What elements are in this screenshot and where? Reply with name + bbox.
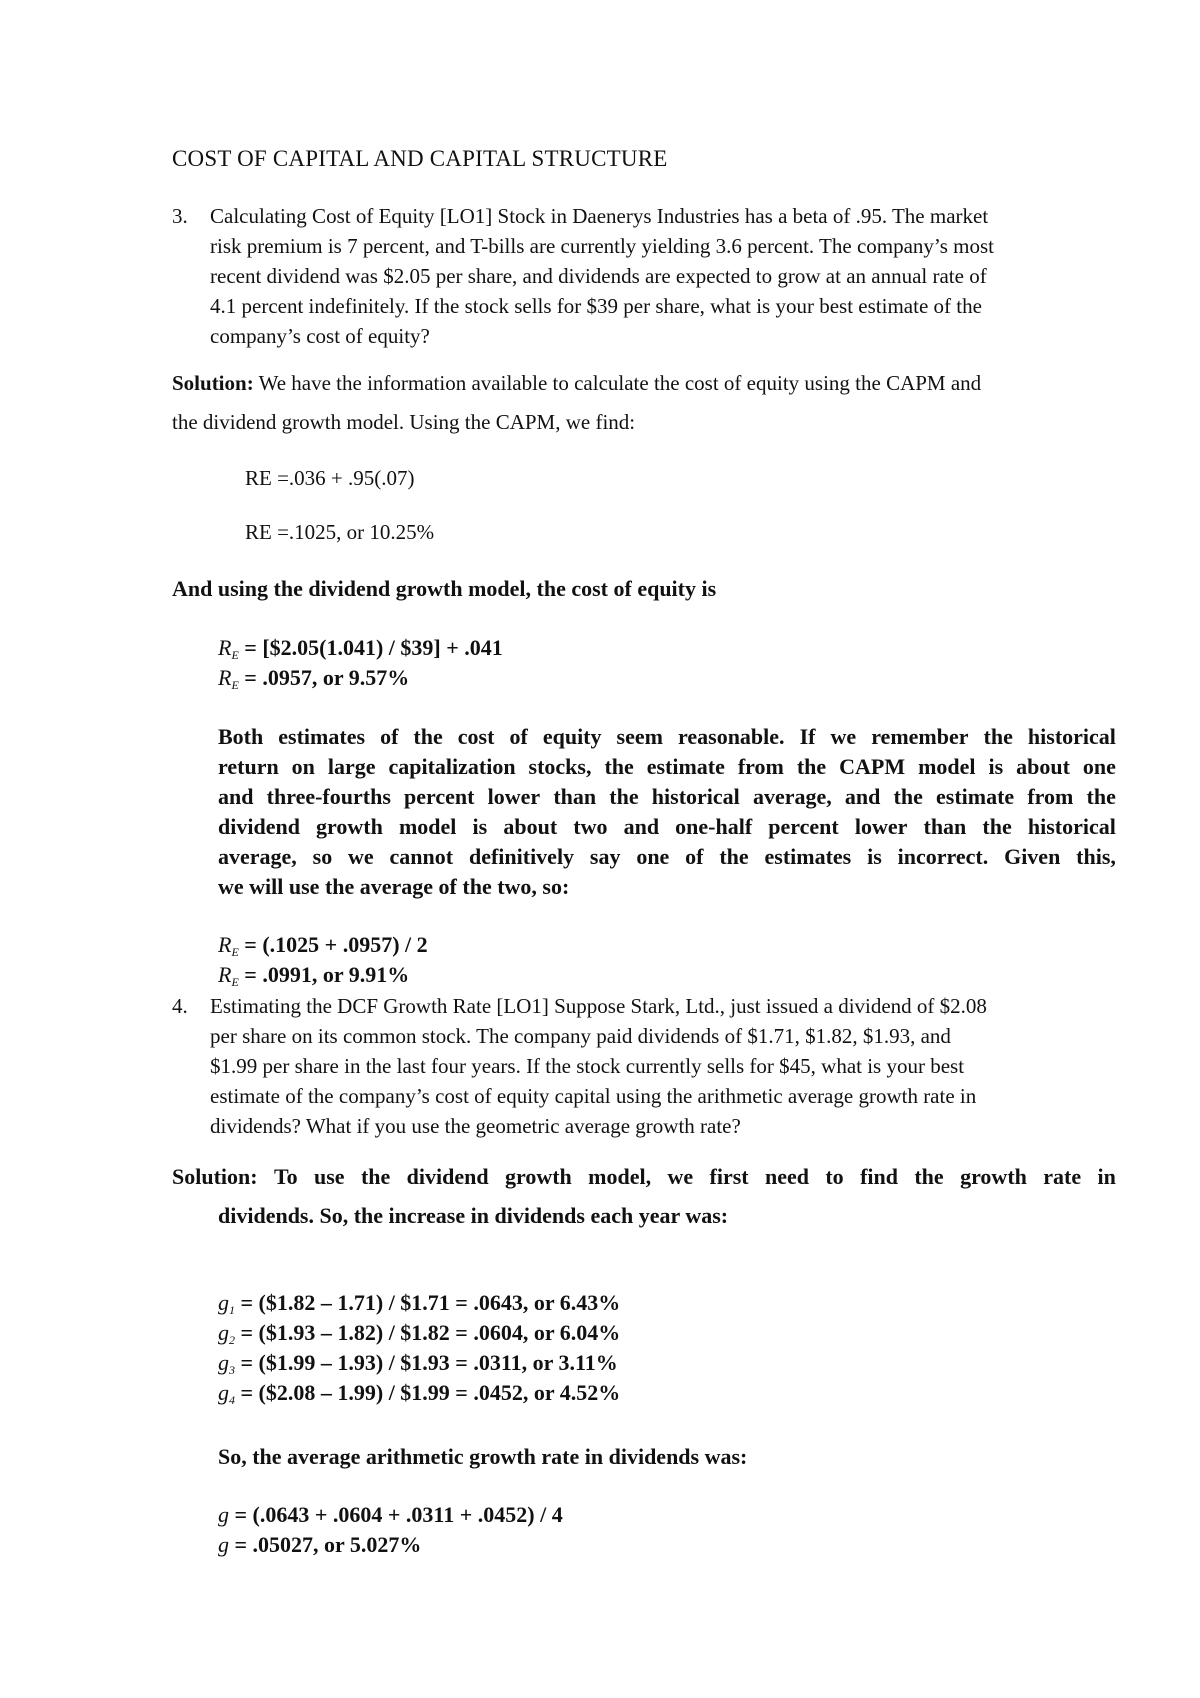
- paragraph-line: [218, 812, 1116, 842]
- word: we: [830, 724, 857, 749]
- word: cannot: [389, 844, 454, 869]
- word: incorrect.: [897, 844, 989, 869]
- word: the: [982, 814, 1012, 839]
- word: percent: [768, 814, 839, 839]
- word: two: [573, 814, 608, 839]
- word: historical: [1027, 724, 1116, 749]
- word: estimates: [764, 844, 852, 869]
- word: growth: [504, 1164, 572, 1189]
- word: first: [709, 1164, 749, 1189]
- word: model: [918, 754, 976, 779]
- word: the: [914, 1164, 944, 1189]
- question-4-line: per share on its common stock. The company paid dividends of $1.71, $1.82, $1.93, and: [210, 1024, 951, 1048]
- question-3-line: company’s cost of equity?: [210, 324, 430, 348]
- average-equation-2: $R_E = .0991$, or 9.91%: [218, 962, 410, 989]
- word: the: [360, 1164, 391, 1189]
- word: stocks,: [528, 754, 592, 779]
- question-3-line: 4.1 percent indefinitely. If the stock sells for $39 per share, what is your best estimate of the: [210, 294, 982, 318]
- document-title: COST OF CAPITAL AND CAPITAL STRUCTURE: [172, 146, 668, 171]
- word: historical: [1027, 814, 1116, 839]
- dgm-equation-1: $R_E$ = [$2.05(1.041) / $39] + .041: [218, 635, 503, 662]
- word: on: [291, 754, 315, 779]
- question-4-line: estimate of the company’s cost of equity capital using the arithmetic average growth rate in: [210, 1084, 977, 1108]
- word: about: [1016, 754, 1070, 779]
- solution-label: Solution:: [172, 371, 254, 395]
- question-3-line: recent dividend was $2.05 per share, and dividends are expected to grow at an annual rate of: [210, 264, 987, 288]
- dgm-equation-2: $R_E = .0957$, or 9.57%: [218, 665, 410, 692]
- word: is: [472, 814, 488, 839]
- word: the: [796, 754, 827, 779]
- word: of: [509, 724, 528, 749]
- word: average,: [752, 784, 832, 809]
- growth-rate-row: $g_1$ = ($1.82 – 1.71) / $1.71 = .0643, or 6.43%: [218, 1290, 621, 1317]
- word: the: [1086, 784, 1116, 809]
- paragraph-line: [218, 782, 1116, 812]
- word: Both: [218, 724, 264, 749]
- word: about: [503, 814, 558, 839]
- word: equity: [542, 724, 602, 749]
- word: cost: [457, 724, 495, 749]
- word: estimates: [278, 724, 366, 749]
- word: rate: [1043, 1164, 1082, 1189]
- growth-rate-row: $g_3$ = ($1.99 – 1.93) / $1.93 = .0311, or 3.11%: [218, 1350, 618, 1377]
- average-equation-1: $R_E = (.1025 + .0957) / 2$: [218, 932, 428, 959]
- word: Given: [1004, 844, 1061, 869]
- question-3-number: 3.: [172, 204, 188, 228]
- growth-rate-row: $g_4$ = ($2.08 – 1.99) / $1.99 = .0452, or 4.52%: [218, 1380, 621, 1407]
- word: and: [623, 814, 660, 839]
- question-4-line: Estimating the DCF Growth Rate [LO1] Suppose Stark, Ltd., just issued a dividend of $2.08: [210, 994, 987, 1018]
- word: capitalization: [388, 754, 516, 779]
- growth-rate-list: [218, 1288, 620, 1408]
- word: estimate: [646, 754, 725, 779]
- dgm-heading: And using the dividend growth model, the cost of equity is: [172, 576, 717, 601]
- word: percent: [404, 784, 475, 809]
- word: use: [314, 1164, 345, 1189]
- word: we: [348, 844, 374, 869]
- word: three-fourths: [266, 784, 391, 809]
- word: If: [799, 724, 816, 749]
- growth-rate-row: $g_2$ = ($1.93 – 1.82) / $1.82 = .0604, or 6.04%: [218, 1320, 621, 1347]
- word: Solution:: [172, 1164, 258, 1189]
- word: model,: [588, 1164, 652, 1189]
- word: find: [860, 1164, 898, 1189]
- word: than: [923, 814, 967, 839]
- question-3-line: risk premium is 7 percent, and T-bills are currently yielding 3.6 percent. The company’s most: [210, 234, 995, 258]
- solution-4-line-2: dividends. So, the increase in dividends each year was:: [218, 1203, 729, 1228]
- word: definitively: [468, 844, 575, 869]
- word: so: [312, 844, 333, 869]
- word: and: [218, 784, 254, 809]
- solution-text: We have the information available to calculate the cost of equity using the CAPM and: [253, 371, 982, 395]
- word: To: [273, 1164, 298, 1189]
- word: the: [609, 784, 639, 809]
- capm-equation-2: RE =.1025, or 10.25%: [245, 520, 435, 544]
- solution-3-line-1: [172, 371, 981, 396]
- word: the: [983, 724, 1013, 749]
- word: say: [589, 844, 621, 869]
- word: model: [398, 814, 457, 839]
- word: from: [1027, 784, 1074, 809]
- word: this,: [1076, 844, 1116, 869]
- word: dividend: [218, 814, 300, 839]
- word: CAPM: [839, 754, 906, 779]
- question-3-text: [210, 201, 994, 351]
- paragraph-line: [218, 842, 1116, 872]
- paragraph-line: we will use the average of the two, so:: [218, 874, 570, 899]
- arithmetic-average-equation-2: g = .05027, or 5.027%: [218, 1532, 422, 1557]
- word: in: [1097, 1164, 1116, 1189]
- word: and: [844, 784, 881, 809]
- word: the: [413, 724, 443, 749]
- word: one: [636, 844, 670, 869]
- paragraph-line: [218, 722, 1116, 752]
- word: the: [719, 844, 749, 869]
- word: need: [764, 1164, 809, 1189]
- word: we: [667, 1164, 694, 1189]
- arithmetic-average-equation-1: g = (.0643 + .0604 + .0311 + .0452) / 4: [218, 1502, 563, 1527]
- word: of: [685, 844, 704, 869]
- word: the: [893, 784, 923, 809]
- arithmetic-average-heading: So, the average arithmetic growth rate in dividends was:: [218, 1444, 748, 1469]
- question-4-text: [210, 991, 987, 1141]
- word: lower: [487, 784, 541, 809]
- word: is: [988, 754, 1004, 779]
- word: to: [825, 1164, 844, 1189]
- word: growth: [960, 1164, 1027, 1189]
- word: than: [553, 784, 597, 809]
- word: one: [1082, 754, 1116, 779]
- word: from: [737, 754, 784, 779]
- question-4-line: dividends? What if you use the geometric average growth rate?: [210, 1114, 741, 1138]
- word: reasonable.: [678, 724, 785, 749]
- word: historical: [651, 784, 740, 809]
- word: dividend: [406, 1164, 489, 1189]
- question-4-number: 4.: [172, 994, 188, 1018]
- word: large: [327, 754, 376, 779]
- word: the: [604, 754, 634, 779]
- capm-equation-1: RE =.036 + .95(.07): [245, 466, 415, 490]
- word: average,: [218, 844, 297, 869]
- word: one-half: [675, 814, 753, 839]
- solution-4-line-1: [172, 1162, 1116, 1192]
- word: growth: [316, 814, 383, 839]
- word: lower: [854, 814, 908, 839]
- word: return: [218, 754, 279, 779]
- word: of: [380, 724, 399, 749]
- word: is: [867, 844, 882, 869]
- word: remember: [871, 724, 969, 749]
- question-3-line: Calculating Cost of Equity [LO1] Stock in Daenerys Industries has a beta of .95. The market: [210, 204, 989, 228]
- word: estimate: [936, 784, 1015, 809]
- analysis-paragraph: [218, 722, 1116, 902]
- paragraph-line: [218, 752, 1116, 782]
- word: seem: [616, 724, 663, 749]
- question-4-line: $1.99 per share in the last four years. If the stock currently sells for $45, what is your best: [210, 1054, 965, 1078]
- solution-3-line-2: the dividend growth model. Using the CAPM, we find:: [172, 410, 636, 434]
